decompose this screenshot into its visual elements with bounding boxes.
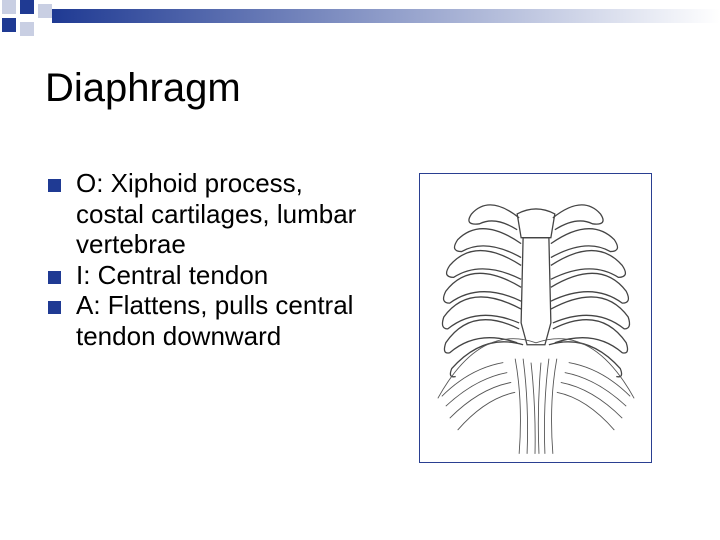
- rib-right: [549, 342, 622, 377]
- rib-left: [447, 251, 522, 280]
- muscle-fiber: [458, 392, 516, 430]
- left-crus: [515, 359, 520, 454]
- right-crus: [552, 359, 557, 454]
- bullet-text: O: Xiphoid process, costal cartilages, lumbar vertebrae: [76, 168, 357, 259]
- rib-left: [469, 205, 519, 230]
- sternum: [521, 238, 551, 345]
- slide-title: Diaphragm: [45, 66, 241, 110]
- bullet-text: A: Flattens, pulls central tendon downward: [76, 290, 354, 351]
- bullet-item: [48, 168, 378, 260]
- muscle-fiber: [561, 382, 622, 418]
- rib-left: [450, 342, 523, 377]
- rib-right: [551, 251, 626, 280]
- diaphragm-ribcage-illustration: [419, 173, 652, 463]
- muscle-fiber: [565, 373, 626, 407]
- header-decoration: [0, 0, 720, 48]
- ribcage-drawing: [420, 174, 651, 462]
- rib-left: [444, 273, 522, 303]
- bullet-list: [48, 168, 378, 351]
- muscle-fiber: [450, 382, 511, 418]
- muscle-fiber: [569, 363, 630, 397]
- muscle-fiber: [531, 363, 535, 454]
- muscle-fiber: [538, 363, 541, 454]
- rib-left: [455, 229, 522, 258]
- muscle-fiber: [446, 373, 507, 407]
- rib-right: [551, 273, 629, 303]
- square-bullet-icon: [48, 301, 61, 314]
- bullet-item: [48, 290, 378, 351]
- manubrium: [517, 209, 555, 238]
- header-square: [2, 18, 16, 32]
- bullet-item: [48, 260, 378, 291]
- square-bullet-icon: [48, 179, 61, 192]
- right-crus: [544, 359, 548, 454]
- header-square: [38, 4, 52, 18]
- rib-right: [551, 229, 618, 258]
- square-bullet-icon: [48, 271, 61, 284]
- muscle-fiber: [557, 392, 615, 430]
- rib-right: [553, 205, 603, 230]
- muscle-fiber: [442, 363, 503, 397]
- header-square: [20, 22, 34, 36]
- header-square: [20, 0, 34, 14]
- left-crus: [523, 359, 527, 454]
- header-gradient-bar: [52, 9, 720, 23]
- header-square: [2, 0, 16, 14]
- bullet-text: I: Central tendon: [76, 259, 269, 290]
